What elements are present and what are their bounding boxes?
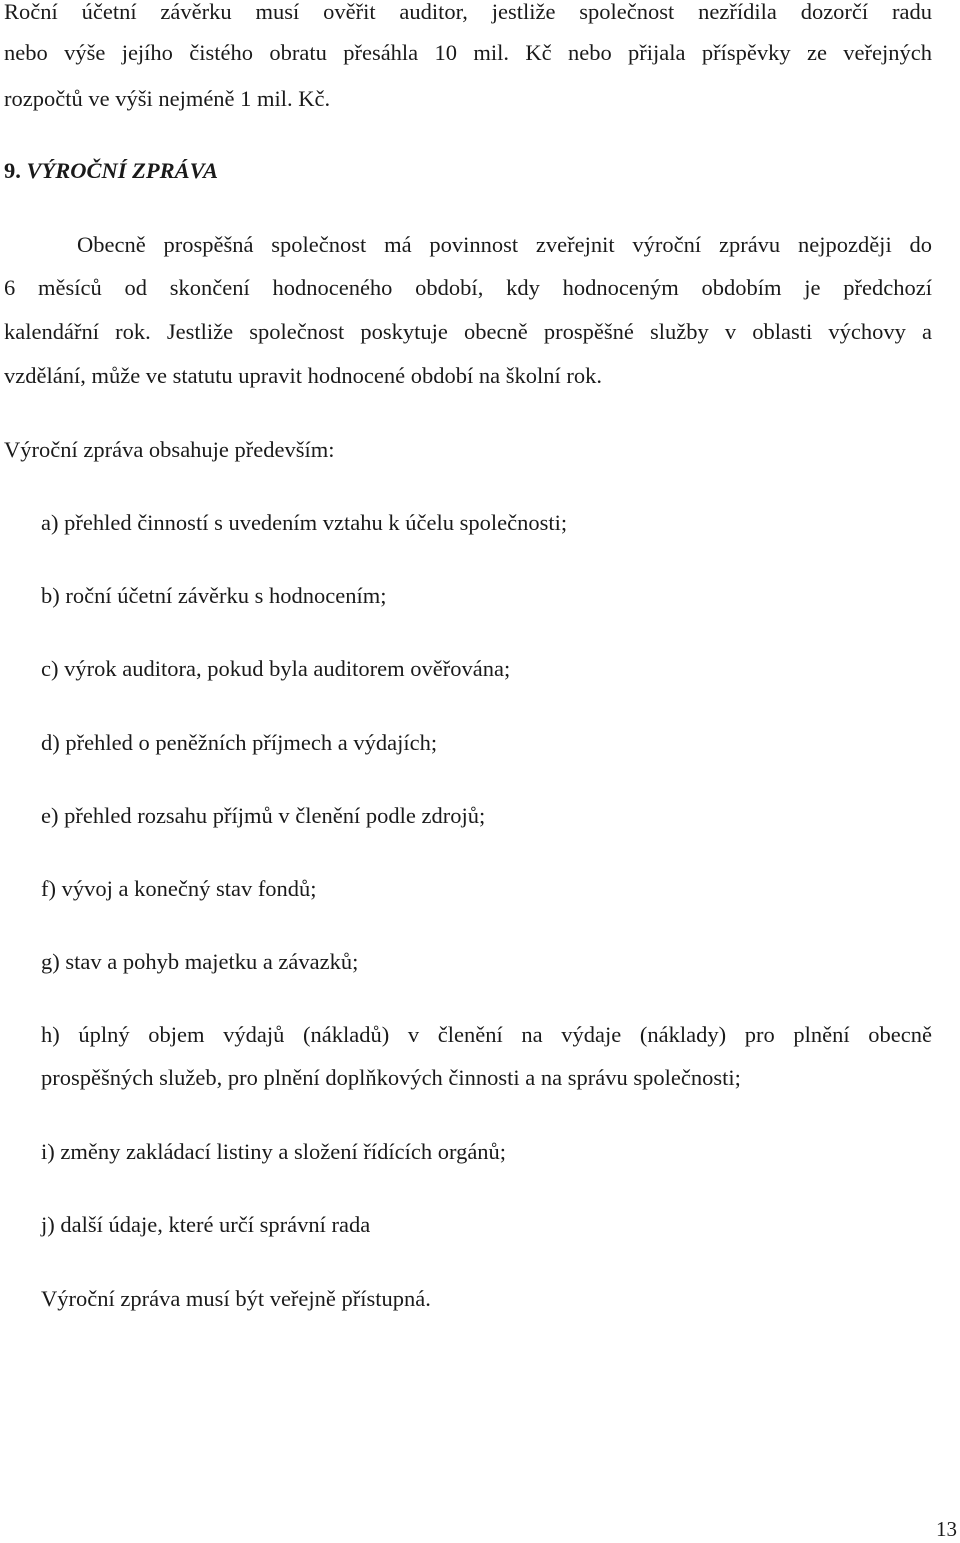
paragraph-line-4: vzdělání, může ve statutu upravit hodnocené období na školní rok. [4, 363, 602, 388]
paragraph-line-3: kalendářní rok. Jestliže společnost poskytuje obecně prospěšné služby v oblasti výchovy a [4, 319, 932, 344]
paragraph-line-2: 6 měsíců od skončení hodnoceného období, kdy hodnoceným obdobím je předchozí [4, 275, 932, 300]
paragraph-line-1: Obecně prospěšná společnost má povinnost zveřejnit výroční zprávu nejpozději do [77, 232, 932, 257]
page-number: 13 [936, 1517, 957, 1541]
intro-line-1: Roční účetní závěrku musí ověřit auditor, jestliže společnost nezřídila dozorčí radu [4, 0, 932, 24]
list-item-b: b) roční účetní závěrku s hodnocením; [41, 583, 387, 608]
intro-line-3: rozpočtů ve výši nejméně 1 mil. Kč. [4, 86, 331, 111]
list-item-h-line-1: h) úplný objem výdajů (nákladů) v členění na výdaje (náklady) pro plnění obecně [41, 1022, 932, 1047]
list-item-h-line-2: prospěšných služeb, pro plnění doplňkových činnosti a na správu společnosti; [41, 1065, 741, 1090]
section-heading [4, 156, 218, 186]
list-item-f: f) vývoj a konečný stav fondů; [41, 876, 317, 901]
list-item-g: g) stav a pohyb majetku a závazků; [41, 949, 359, 974]
list-intro: Výroční zpráva obsahuje především: [4, 437, 335, 462]
list-item-i: i) změny zakládací listiny a složení řídících orgánů; [41, 1139, 507, 1164]
list-item-a: a) přehled činností s uvedením vztahu k účelu společnosti; [41, 510, 568, 535]
list-item-d: d) přehled o peněžních příjmech a výdajích; [41, 730, 438, 755]
closing-sentence: Výroční zpráva musí být veřejně přístupná. [41, 1286, 431, 1311]
section-title: VÝROČNÍ ZPRÁVA [26, 158, 218, 183]
list-item-j: j) další údaje, které určí správní rada [41, 1212, 371, 1237]
section-number: 9. [4, 158, 21, 183]
list-item-e: e) přehled rozsahu příjmů v členění podle zdrojů; [41, 803, 486, 828]
list-item-c: c) výrok auditora, pokud byla auditorem ověřována; [41, 656, 511, 681]
intro-line-2: nebo výše jejího čistého obratu přesáhla 10 mil. Kč nebo přijala příspěvky ze veřejných [4, 40, 932, 65]
